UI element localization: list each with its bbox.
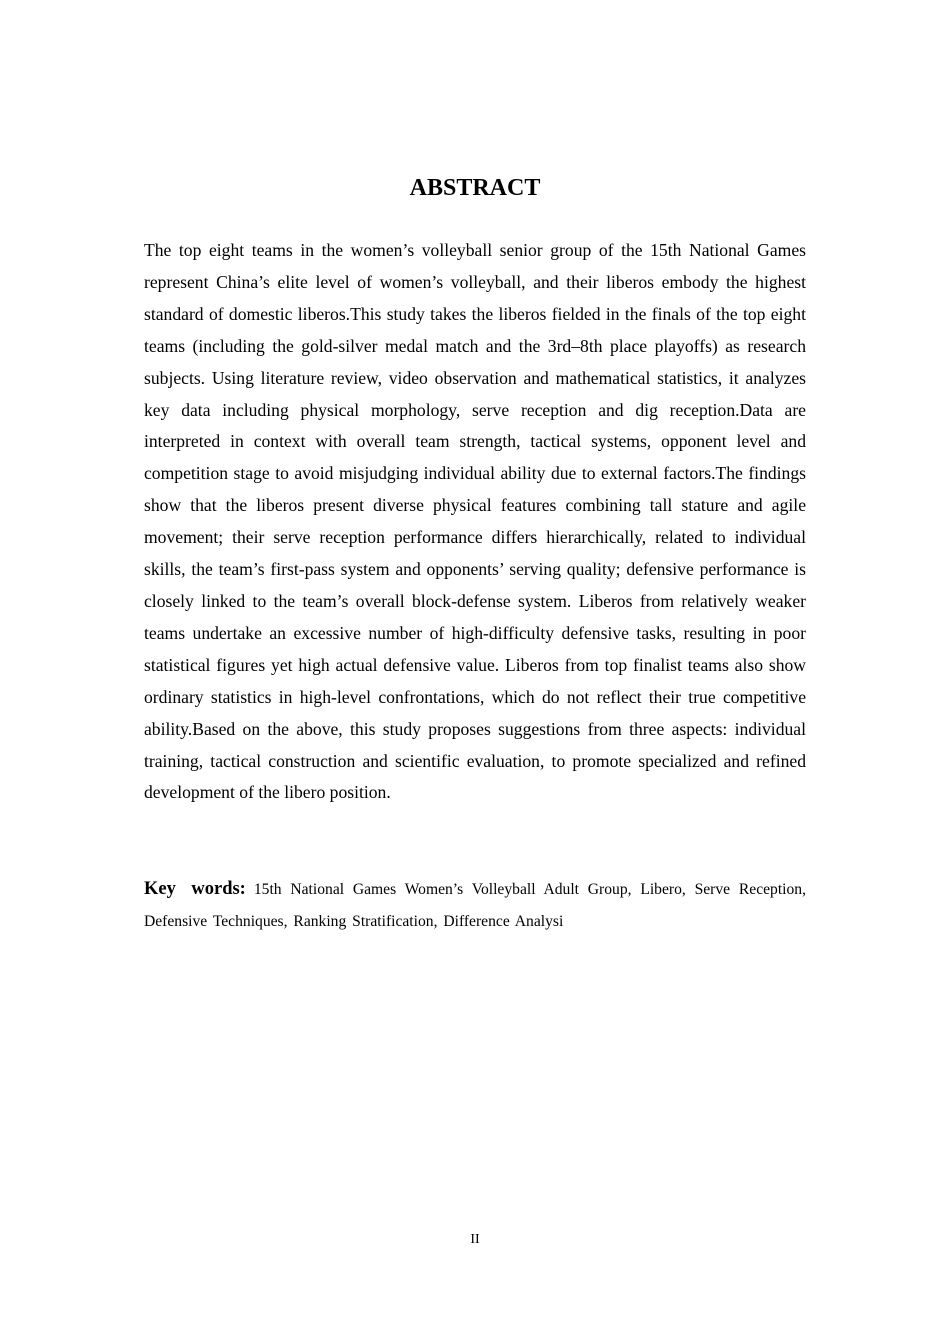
abstract-title: ABSTRACT bbox=[409, 175, 541, 201]
keywords-section bbox=[144, 873, 806, 938]
abstract-body: The top eight teams in the women’s volleyball senior group of the 15th National Games represent China’s elite level of women’s volleyball, and their liberos embody the highest standard of domestic liberos.This study takes the liberos fielded in the finals of the top eight teams (including the gold-silver medal match and the 3rd–8th place playoffs) as research subjects. Using literature review, video observation and mathematical statistics, it analyzes key data including physical morphology, serve reception and dig reception.Data are interpreted in context with overall team strength, tactical systems, opponent level and competition stage to avoid misjudging individual ability due to external factors.The findings show that the liberos present diverse physical features combining tall stature and agile movement; their serve reception performance differs hierarchically, related to individual skills, the team’s first-pass system and opponents’ serving quality; defensive performance is closely linked to the team’s overall block-defense system. Liberos from relatively weaker teams undertake an excessive number of high-difficulty defensive tasks, resulting in poor statistical figures yet high actual defensive value. Liberos from top finalist teams also show ordinary statistics in high-level confrontations, which do not reflect their true competitive ability.Based on the above, this study proposes suggestions from three aspects: individual training, tactical construction and scientific evaluation, to promote specialized and refined development of the libero position. bbox=[144, 240, 806, 803]
keywords-label: Key words: bbox=[144, 879, 246, 899]
keywords-list: 15th National Games Women’s Volleyball Adult Group, Libero, Serve Reception, Defensive Techniques, Ranking Stratification, Difference Analysi bbox=[144, 881, 807, 930]
page-number: II bbox=[470, 1232, 480, 1247]
